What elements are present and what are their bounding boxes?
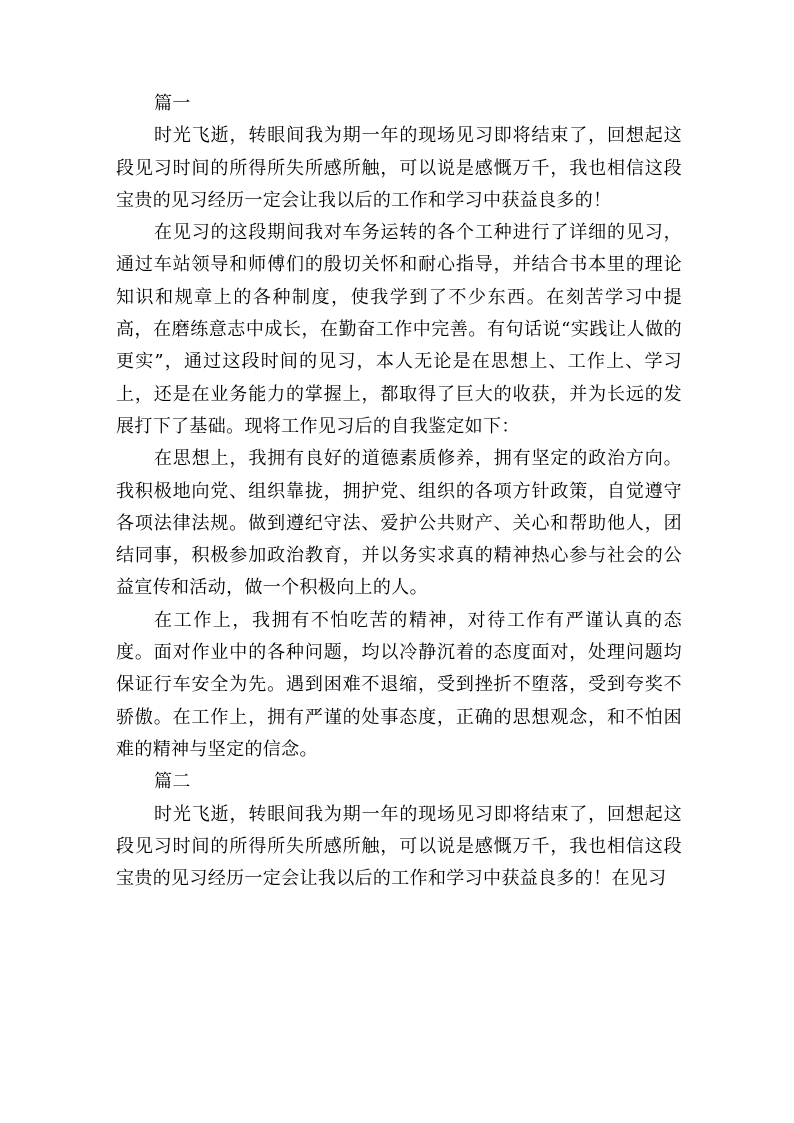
document-page xyxy=(116,88,682,895)
paragraph: 时光飞逝，转眼间我为期一年的现场见习即将结束了，回想起这段见习时间的所得所失所感所触，可以说是感慨万千，我也相信这段宝贵的见习经历一定会让我以后的工作和学习中获益良多的！在见习 xyxy=(116,803,682,890)
section-title: 篇一 xyxy=(154,93,191,114)
paragraph: 在见习的这段期间我对车务运转的各个工种进行了详细的见习，通过车站领导和师傅们的殷切关怀和耐心指导，并结合书本里的理论知识和规章上的各种制度，使我学到了不少东西。在刻苦学习中提高，在磨练意志中成长，在勤奋工作中完善。有句话说“实践让人做的更实”，通过这段时间的见习，本人无论是在思想上、工作上、学习上，还是在业务能力的掌握上，都取得了巨大的收获，并为长远的发展打下了基础。现将工作见习后的自我鉴定如下： xyxy=(116,222,682,437)
section-title: 篇二 xyxy=(154,771,191,793)
paragraph: 在工作上，我拥有不怕吃苦的精神，对待工作有严谨认真的态度。面对作业中的各种问题，均以冷静沉着的态度面对，处理问题均保证行车安全为先。遇到困难不退缩，受到挫折不堕落，受到夸奖不骄傲。在工作上，拥有严谨的处事态度，正确的思想观念，和不怕困难的精神与坚定的信念。 xyxy=(116,609,682,760)
paragraph: 时光飞逝，转眼间我为期一年的现场见习即将结束了，回想起这段见习时间的所得所失所感所触，可以说是感慨万千，我也相信这段宝贵的见习经历一定会让我以后的工作和学习中获益良多的！ xyxy=(116,125,682,211)
paragraph: 在思想上，我拥有良好的道德素质修养，拥有坚定的政治方向。我积极地向党、组织靠拢，拥护党、组织的各项方针政策，自觉遵守各项法律法规。做到遵纪守法、爱护公共财产、关心和帮助他人，团结同事，积极参加政治教育，并以务实求真的精神热心参与社会的公益宣传和活动，做一个积极向上的人。 xyxy=(116,448,682,599)
